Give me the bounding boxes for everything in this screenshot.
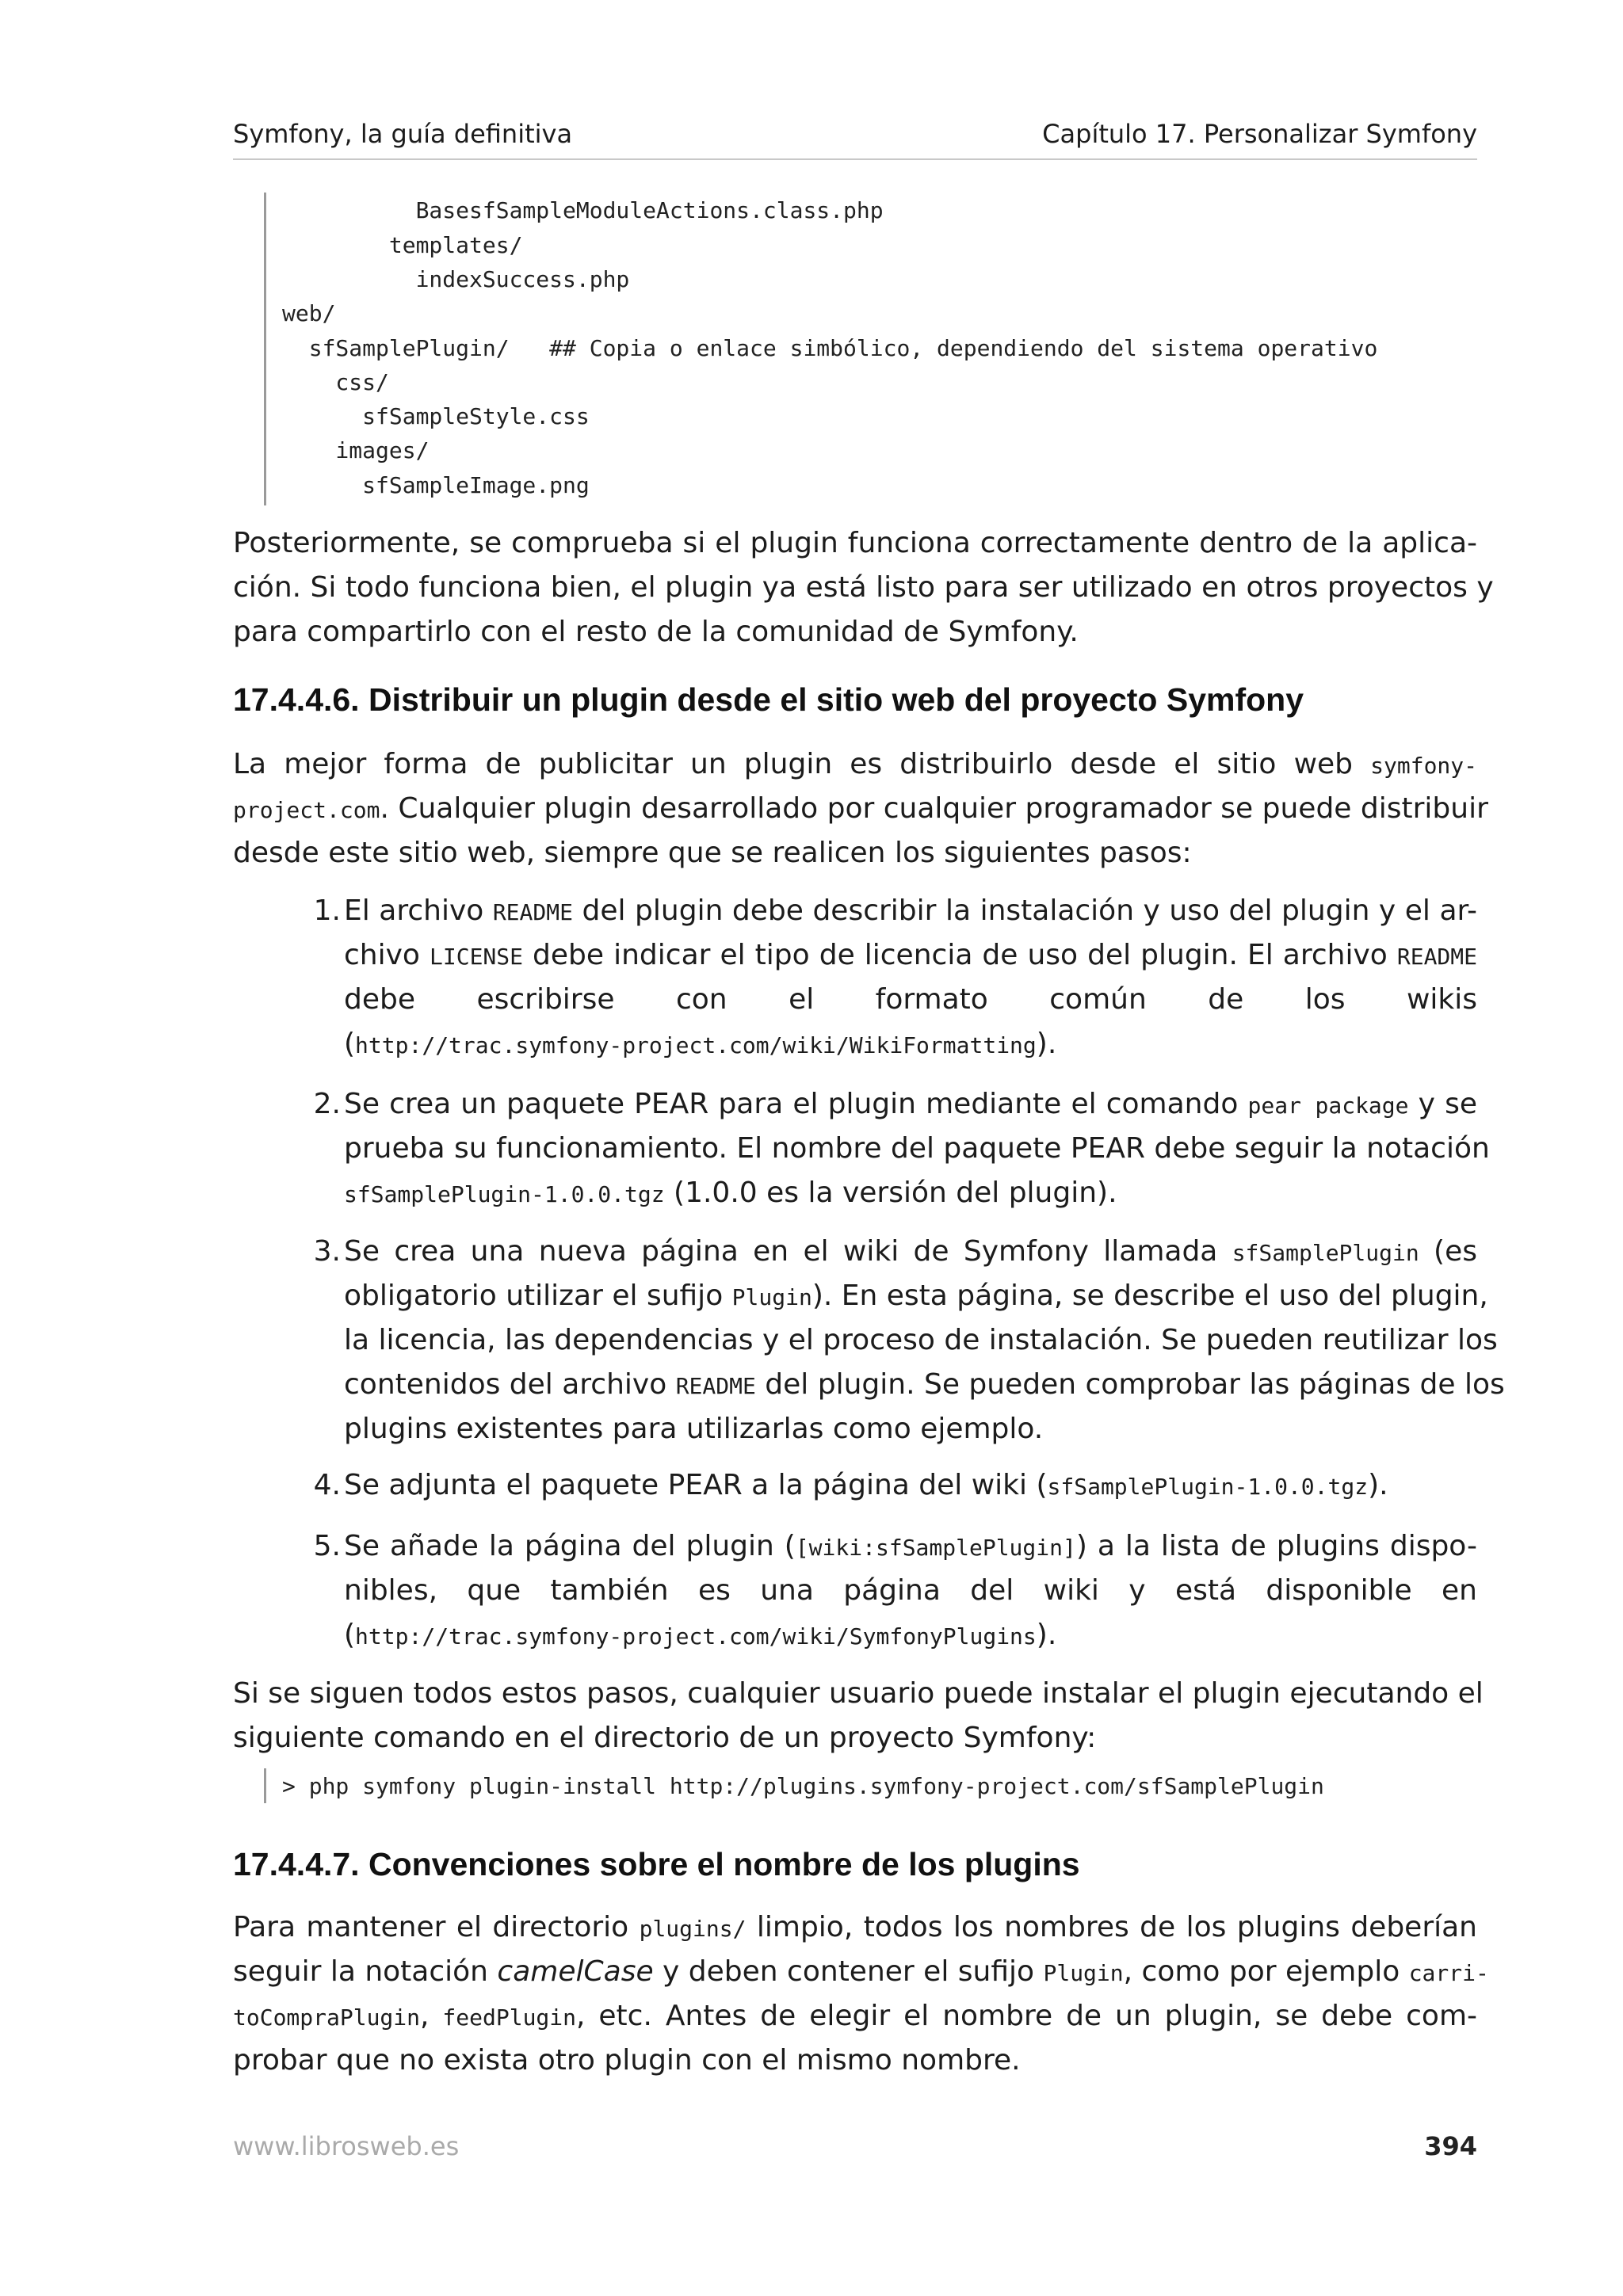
text-line: nibles, que también es una página del wiki y está disponible en bbox=[344, 1574, 1477, 1607]
list-item-body bbox=[344, 889, 1477, 1066]
text-fragment: seguir la notación bbox=[233, 1955, 498, 1988]
emphasis: camelCase bbox=[497, 1955, 654, 1988]
inline-code: Plugin bbox=[731, 1284, 812, 1310]
text-line bbox=[344, 1171, 1477, 1215]
text-line bbox=[233, 1905, 1477, 1950]
paragraph-naming-conventions bbox=[233, 1905, 1489, 2083]
text-line bbox=[344, 933, 1477, 978]
text-fragment: La mejor forma de publicitar un plugin es distribuirlo desde el sitio web bbox=[233, 748, 1371, 780]
text-line bbox=[233, 1994, 1477, 2039]
footer-website: www.librosweb.es bbox=[233, 2131, 460, 2161]
list-number: 5. bbox=[313, 1530, 341, 1562]
inline-code: pear package bbox=[1247, 1093, 1409, 1119]
text-fragment: ). bbox=[1036, 1619, 1057, 1651]
text-fragment: obligatorio utilizar el sufijo bbox=[344, 1280, 732, 1312]
text-fragment: Se crea un paquete PEAR para el plugin mediante el comando bbox=[344, 1088, 1248, 1120]
inline-code: project.com bbox=[233, 797, 380, 823]
text-fragment: Para mantener el directorio bbox=[233, 1911, 640, 1943]
text-line bbox=[344, 1363, 1505, 1407]
code-line: > php symfony plugin-install http://plugins.symfony-project.com/sfSamplePlugin bbox=[282, 1773, 1324, 1799]
inline-code: README bbox=[492, 899, 573, 925]
text-fragment: ). bbox=[1036, 1028, 1057, 1060]
text-line: ción. Si todo funciona bien, el plugin ya está listo para ser utilizado en otros proyectos y bbox=[233, 571, 1494, 604]
section-heading-17-4-4-6: 17.4.4.6. Distribuir un plugin desde el sitio web del proyecto Symfony bbox=[233, 681, 1304, 718]
list-item-body bbox=[344, 1082, 1490, 1215]
text-line: debe escribirse con el formato común de los wikis bbox=[344, 983, 1477, 1016]
list-item-5 bbox=[293, 1524, 1477, 1661]
text-line: plugins existentes para utilizarlas como ejemplo. bbox=[344, 1413, 1044, 1445]
text-fragment: , etc. Antes de elegir el nombre de un plugin, se debe com- bbox=[576, 2000, 1478, 2032]
inline-code: symfony- bbox=[1370, 753, 1477, 779]
inline-code: carri- bbox=[1408, 1960, 1489, 1986]
list-number: 3. bbox=[313, 1235, 341, 1268]
inline-code: LICENSE bbox=[430, 944, 524, 970]
inline-code: plugins/ bbox=[639, 1916, 747, 1942]
text-fragment: El archivo bbox=[344, 894, 493, 927]
header-book-title: Symfony, la guía definitiva bbox=[233, 119, 573, 149]
inline-code: toCompraPlugin bbox=[233, 2004, 421, 2031]
text-fragment: debe indicar el tipo de licencia de uso del plugin. El archivo bbox=[523, 939, 1397, 971]
section-heading-17-4-4-7: 17.4.4.7. Convenciones sobre el nombre de los plugins bbox=[233, 1846, 1080, 1882]
code-line: sfSamplePlugin/ ## Copia o enlace simbólico, dependiendo del sistema operativo bbox=[282, 335, 1378, 361]
text-fragment: del plugin debe describir la instalación y uso del plugin y el ar- bbox=[572, 894, 1477, 927]
list-item-4 bbox=[293, 1463, 1477, 1511]
inline-code: sfSamplePlugin bbox=[1232, 1240, 1419, 1266]
text-line bbox=[344, 1022, 1477, 1066]
text-fragment: y deben contener el sufijo bbox=[653, 1955, 1044, 1988]
code-line: BasesfSampleModuleActions.class.php bbox=[282, 197, 884, 223]
text-fragment: ( bbox=[344, 1028, 356, 1060]
list-number: 4. bbox=[313, 1469, 341, 1501]
list-item-2 bbox=[293, 1082, 1490, 1219]
text-line bbox=[344, 1082, 1477, 1127]
text-fragment: (1.0.0 es la versión del plugin). bbox=[664, 1177, 1117, 1209]
text-fragment: Se crea una nueva página en el wiki de Symfony llamada bbox=[344, 1235, 1232, 1268]
text-line: Posteriormente, se comprueba si el plugin funciona correctamente dentro de la aplica- bbox=[233, 527, 1477, 559]
text-fragment: ) a la lista de plugins dispo- bbox=[1075, 1530, 1477, 1562]
text-line bbox=[344, 1463, 1477, 1508]
list-number: 2. bbox=[313, 1088, 341, 1120]
text-fragment: ). En esta página, se describe el uso del plugin, bbox=[812, 1280, 1488, 1312]
footer-page-number: 394 bbox=[1424, 2131, 1477, 2161]
list-item-1 bbox=[293, 889, 1477, 1070]
list-item-body bbox=[344, 1524, 1477, 1657]
inline-code: [wiki:sfSamplePlugin] bbox=[795, 1535, 1076, 1561]
code-line: sfSampleImage.png bbox=[282, 472, 590, 498]
inline-code: http://trac.symfony-project.com/wiki/SymfonyPlugins bbox=[355, 1623, 1037, 1650]
code-line: templates/ bbox=[282, 232, 523, 258]
text-fragment: (es bbox=[1419, 1235, 1477, 1268]
text-fragment: , como por ejemplo bbox=[1123, 1955, 1409, 1988]
code-line: web/ bbox=[282, 300, 336, 326]
text-line: para compartirlo con el resto de la comunidad de Symfony. bbox=[233, 616, 1079, 648]
code-block-install-command bbox=[264, 1768, 1455, 1803]
text-line bbox=[344, 1230, 1477, 1274]
list-item-body bbox=[344, 1230, 1505, 1451]
inline-code: sfSamplePlugin-1.0.0.tgz bbox=[1047, 1474, 1369, 1500]
text-line: prueba su funcionamiento. El nombre del paquete PEAR debe seguir la notación bbox=[344, 1132, 1490, 1165]
text-fragment: y se bbox=[1408, 1088, 1477, 1120]
list-item-3 bbox=[293, 1230, 1505, 1455]
text-fragment: Se adjunta el paquete PEAR a la página del wiki ( bbox=[344, 1469, 1048, 1501]
text-line bbox=[233, 1950, 1489, 1994]
text-line bbox=[344, 889, 1477, 933]
text-line bbox=[344, 1524, 1477, 1569]
text-line bbox=[233, 787, 1488, 831]
inline-code: http://trac.symfony-project.com/wiki/WikiFormatting bbox=[355, 1032, 1037, 1058]
code-line: sfSampleStyle.css bbox=[282, 403, 590, 429]
paragraph-install-instructions bbox=[233, 1672, 1484, 1760]
inline-code: sfSamplePlugin-1.0.0.tgz bbox=[344, 1181, 665, 1207]
inline-code: README bbox=[675, 1373, 756, 1399]
paragraph-plugin-testing bbox=[233, 521, 1494, 654]
code-line: indexSuccess.php bbox=[282, 266, 630, 292]
paragraph-distribution-intro bbox=[233, 742, 1488, 875]
text-fragment: chivo bbox=[344, 939, 430, 971]
text-fragment: contenidos del archivo bbox=[344, 1368, 676, 1401]
text-fragment: limpio, todos los nombres de los plugins deberían bbox=[746, 1911, 1477, 1943]
list-item-body bbox=[344, 1463, 1477, 1508]
text-fragment: Se añade la página del plugin ( bbox=[344, 1530, 796, 1562]
code-line: images/ bbox=[282, 437, 430, 463]
inline-code: Plugin bbox=[1043, 1960, 1124, 1986]
text-line bbox=[344, 1613, 1477, 1657]
text-line: Si se siguen todos estos pasos, cualquier usuario puede instalar el plugin ejecutando el bbox=[233, 1677, 1484, 1710]
text-fragment: ). bbox=[1368, 1469, 1388, 1501]
header-chapter-title: Capítulo 17. Personalizar Symfony bbox=[1042, 119, 1477, 149]
code-line: css/ bbox=[282, 369, 389, 395]
text-line bbox=[344, 1274, 1488, 1318]
list-number: 1. bbox=[313, 894, 341, 927]
text-line: probar que no exista otro plugin con el mismo nombre. bbox=[233, 2044, 1021, 2077]
page-header bbox=[233, 119, 1477, 160]
text-line bbox=[233, 742, 1477, 787]
code-block-directory-tree bbox=[264, 193, 1455, 505]
inline-code: README bbox=[1396, 944, 1478, 970]
text-line: la licencia, las dependencias y el proceso de instalación. Se pueden reutilizar los bbox=[344, 1324, 1498, 1356]
text-line: desde este sitio web, siempre que se realicen los siguientes pasos: bbox=[233, 837, 1192, 869]
text-line: siguiente comando en el directorio de un proyecto Symfony: bbox=[233, 1722, 1097, 1754]
inline-code: feedPlugin bbox=[442, 2004, 576, 2031]
text-fragment: del plugin. Se pueden comprobar las páginas de los bbox=[755, 1368, 1505, 1401]
text-fragment: , bbox=[420, 2000, 443, 2032]
text-fragment: . Cualquier plugin desarrollado por cualquier programador se puede distribuir bbox=[380, 792, 1488, 825]
text-fragment: ( bbox=[344, 1619, 356, 1651]
